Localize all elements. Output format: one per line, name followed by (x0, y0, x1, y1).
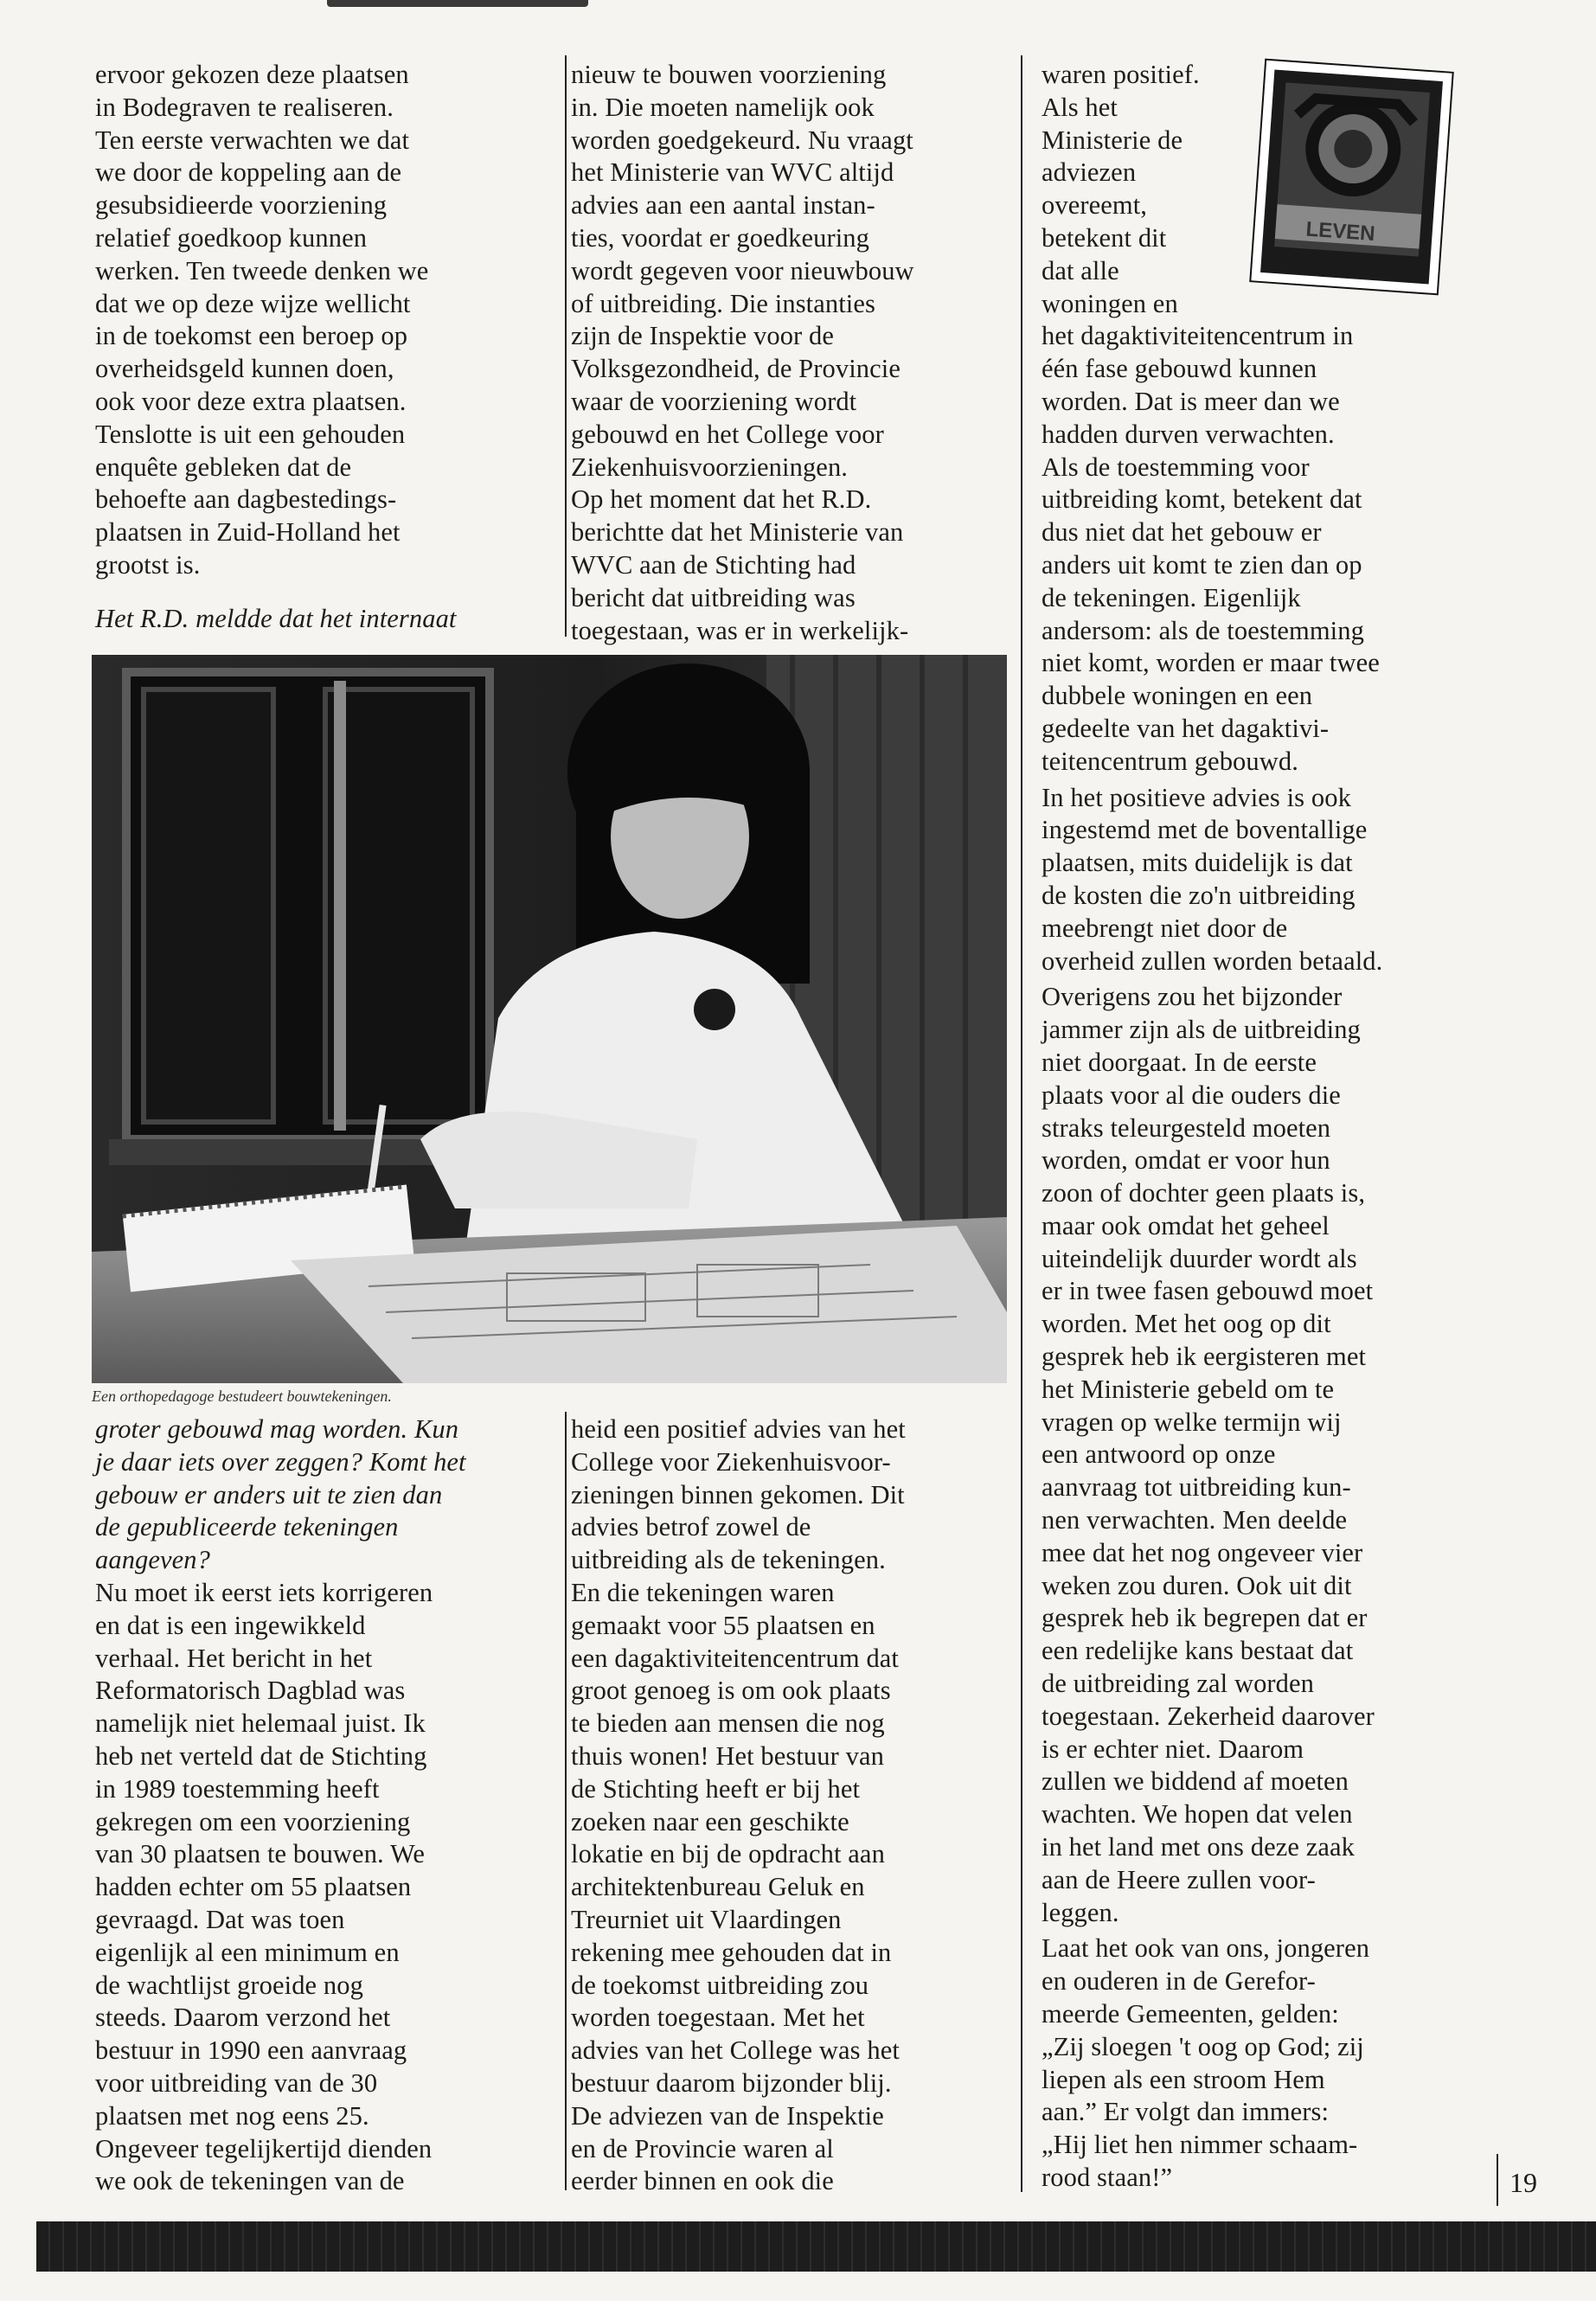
paragraph: Op het moment dat het R.D. berichtte dat het Ministerie van WVC aan de Stichting had bericht dat uitbreiding was toegestaan, was er in werkelijk- (571, 484, 909, 645)
photo-orthopedagogue-studying-drawings (92, 655, 1007, 1383)
photo-caption: Een orthopedagoge bestudeert bouwtekeningen. (92, 1388, 392, 1405)
column-2-top (571, 59, 1012, 647)
paragraph: Laat het ook van ons, jongeren en ouderen in de Gerefor- meerde Gemeenten, gelden: „Zij sloegen 't oog op God; zij liepen als een stroom Hem aan.” Er volgt dan immers: „Hij liet hen nimmer schaam- rood staan!” (1042, 1933, 1370, 2192)
page-number: 19 (1509, 2167, 1537, 2198)
paragraph: heid een positief advies van het College voor Ziekenhuisvoor- zieningen binnen gekomen. Dit advies betrof zowel de uitbreiding als de tekeningen. En die tekeningen waren gemaakt voor 55 plaatsen en een dagaktiviteitencentrum dat groot genoeg is om ook plaats te bieden aan mensen die nog thuis wonen! Het bestuur van de Stichting heeft er bij het zoeken naar een geschikte lokatie en bij de opdracht aan architektenbureau Geluk en Treurniet uit Vlaardingen rekening mee gehouden dat in de toekomst uitbreiding zou worden toegestaan. Met het advies van het College was het bestuur daarom bijzonder blij. De adviezen van de Inspektie en de Provincie waren al eerder binnen en ook die (571, 1414, 906, 2196)
paragraph: waren positief. Als het Ministerie de adviezen overeemt, betekent dit dat alle woningen en het dagaktiviteitencentrum in één fase gebouwd kunnen worden. Dat is meer dan we hadden durven verwachten. Als de toestemming voor uitbreiding komt, betekent dat dus niet dat het gebouw er anders uit komt te zien dan op de tekeningen. Eigenlijk andersom: als de toestemming niet komt, worden er maar twee dubbele woningen en een gedeelte van het dagaktivi- teitencentrum gebouwd. (1042, 60, 1380, 776)
column-1-bottom (95, 1413, 554, 2198)
column-2-bottom (571, 1413, 1012, 2198)
paragraph: Nu moet ik eerst iets korrigeren en dat is een ingewikkeld verhaal. Het bericht in het Reformatorisch Dagblad was namelijk niet helemaal juist. Ik heb net verteld dat de Stichting in 1989 toestemming heeft gekregen om een voorziening van 30 plaatsen te bouwen. We hadden echter om 55 plaatsen gevraagd. Dat was toen eigenlijk al een minimum en de wachtlijst groeide nog steeds. Daarom verzond het bestuur in 1990 een aanvraag voor uitbreiding van de 30 plaatsen met nog eens 25. Ongeveer tegelijkertijd dienden we ook de tekeningen van de (95, 1577, 433, 2196)
column-1-top (95, 59, 554, 636)
column-divider (565, 55, 567, 637)
magazine-logo (1249, 59, 1454, 296)
logo-label: LEVEN (1304, 217, 1376, 247)
column-divider (1021, 55, 1022, 2192)
column-3 (1042, 59, 1474, 2195)
column-divider (565, 1412, 567, 2190)
page-number-divider (1497, 2154, 1498, 2206)
interview-question: Het R.D. meldde dat het internaat (95, 603, 457, 633)
bottom-edge-bar (36, 2221, 1596, 2272)
interview-question: groter gebouwd mag worden. Kun je daar iets over zeggen? Komt het gebouw er anders uit te zien dan de gepubliceerde tekeningen aangeven? (95, 1414, 466, 1575)
paragraph: nieuw te bouwen voorziening in. Die moeten namelijk ook worden goedgekeurd. Nu vraagt het Ministerie van WVC altijd advies aan een aantal instan- ties, voordat er goedkeuring wordt gegeven voor nieuwbouw of uitbreiding. Die instanties zijn de Inspektie voor de Volksgezondheid, de Provincie waar de voorziening wordt gebouwd en het College voor Ziekenhuisvoorzieningen. (571, 60, 914, 482)
paragraph: Overigens zou het bijzonder jammer zijn als de uitbreiding niet doorgaat. In de eerste plaats voor al die ouders die straks teleurgesteld moeten worden, omdat er voor hun zoon of dochter geen plaats is, maar ook omdat het geheel uiteindelijk duurder wordt als er in twee fasen gebouwd moet worden. Met het oog op dit gesprek heb ik eergisteren met het Ministerie gebeld om te vragen op welke termijn wij een antwoord op onze aanvraag tot uitbreiding kun- nen verwachten. Men deelde mee dat het nog ongeveer vier weken zou duren. Ook uit dit gesprek heb ik begrepen dat er een redelijke kans bestaat dat de uitbreiding zal worden toegestaan. Zekerheid daarover is er echter niet. Daarom zullen we biddend af moeten wachten. We hopen dat velen in het land met ons deze zaak aan de Heere zullen voor- leggen. (1042, 982, 1375, 1927)
paragraph: In het positieve advies is ook ingestemd met de boventallige plaatsen, mits duidelijk is dat de kosten die zo'n uitbreiding meebrengt niet door de overheid zullen worden betaald. (1042, 782, 1383, 976)
top-edge-bar (327, 0, 588, 7)
paragraph: ervoor gekozen deze plaatsen in Bodegraven te realiseren. Ten eerste verwachten we dat we door de koppeling aan de gesubsidieerde voorziening relatief goedkoop kunnen werken. Ten tweede denken we dat we op deze wijze wellicht in de toekomst een beroep op overheidsgeld kunnen doen, ook voor deze extra plaatsen. Tenslotte is uit een gehouden enquête gebleken dat de behoefte aan dagbestedings- plaatsen in Zuid-Holland het grootst is. (95, 60, 429, 580)
